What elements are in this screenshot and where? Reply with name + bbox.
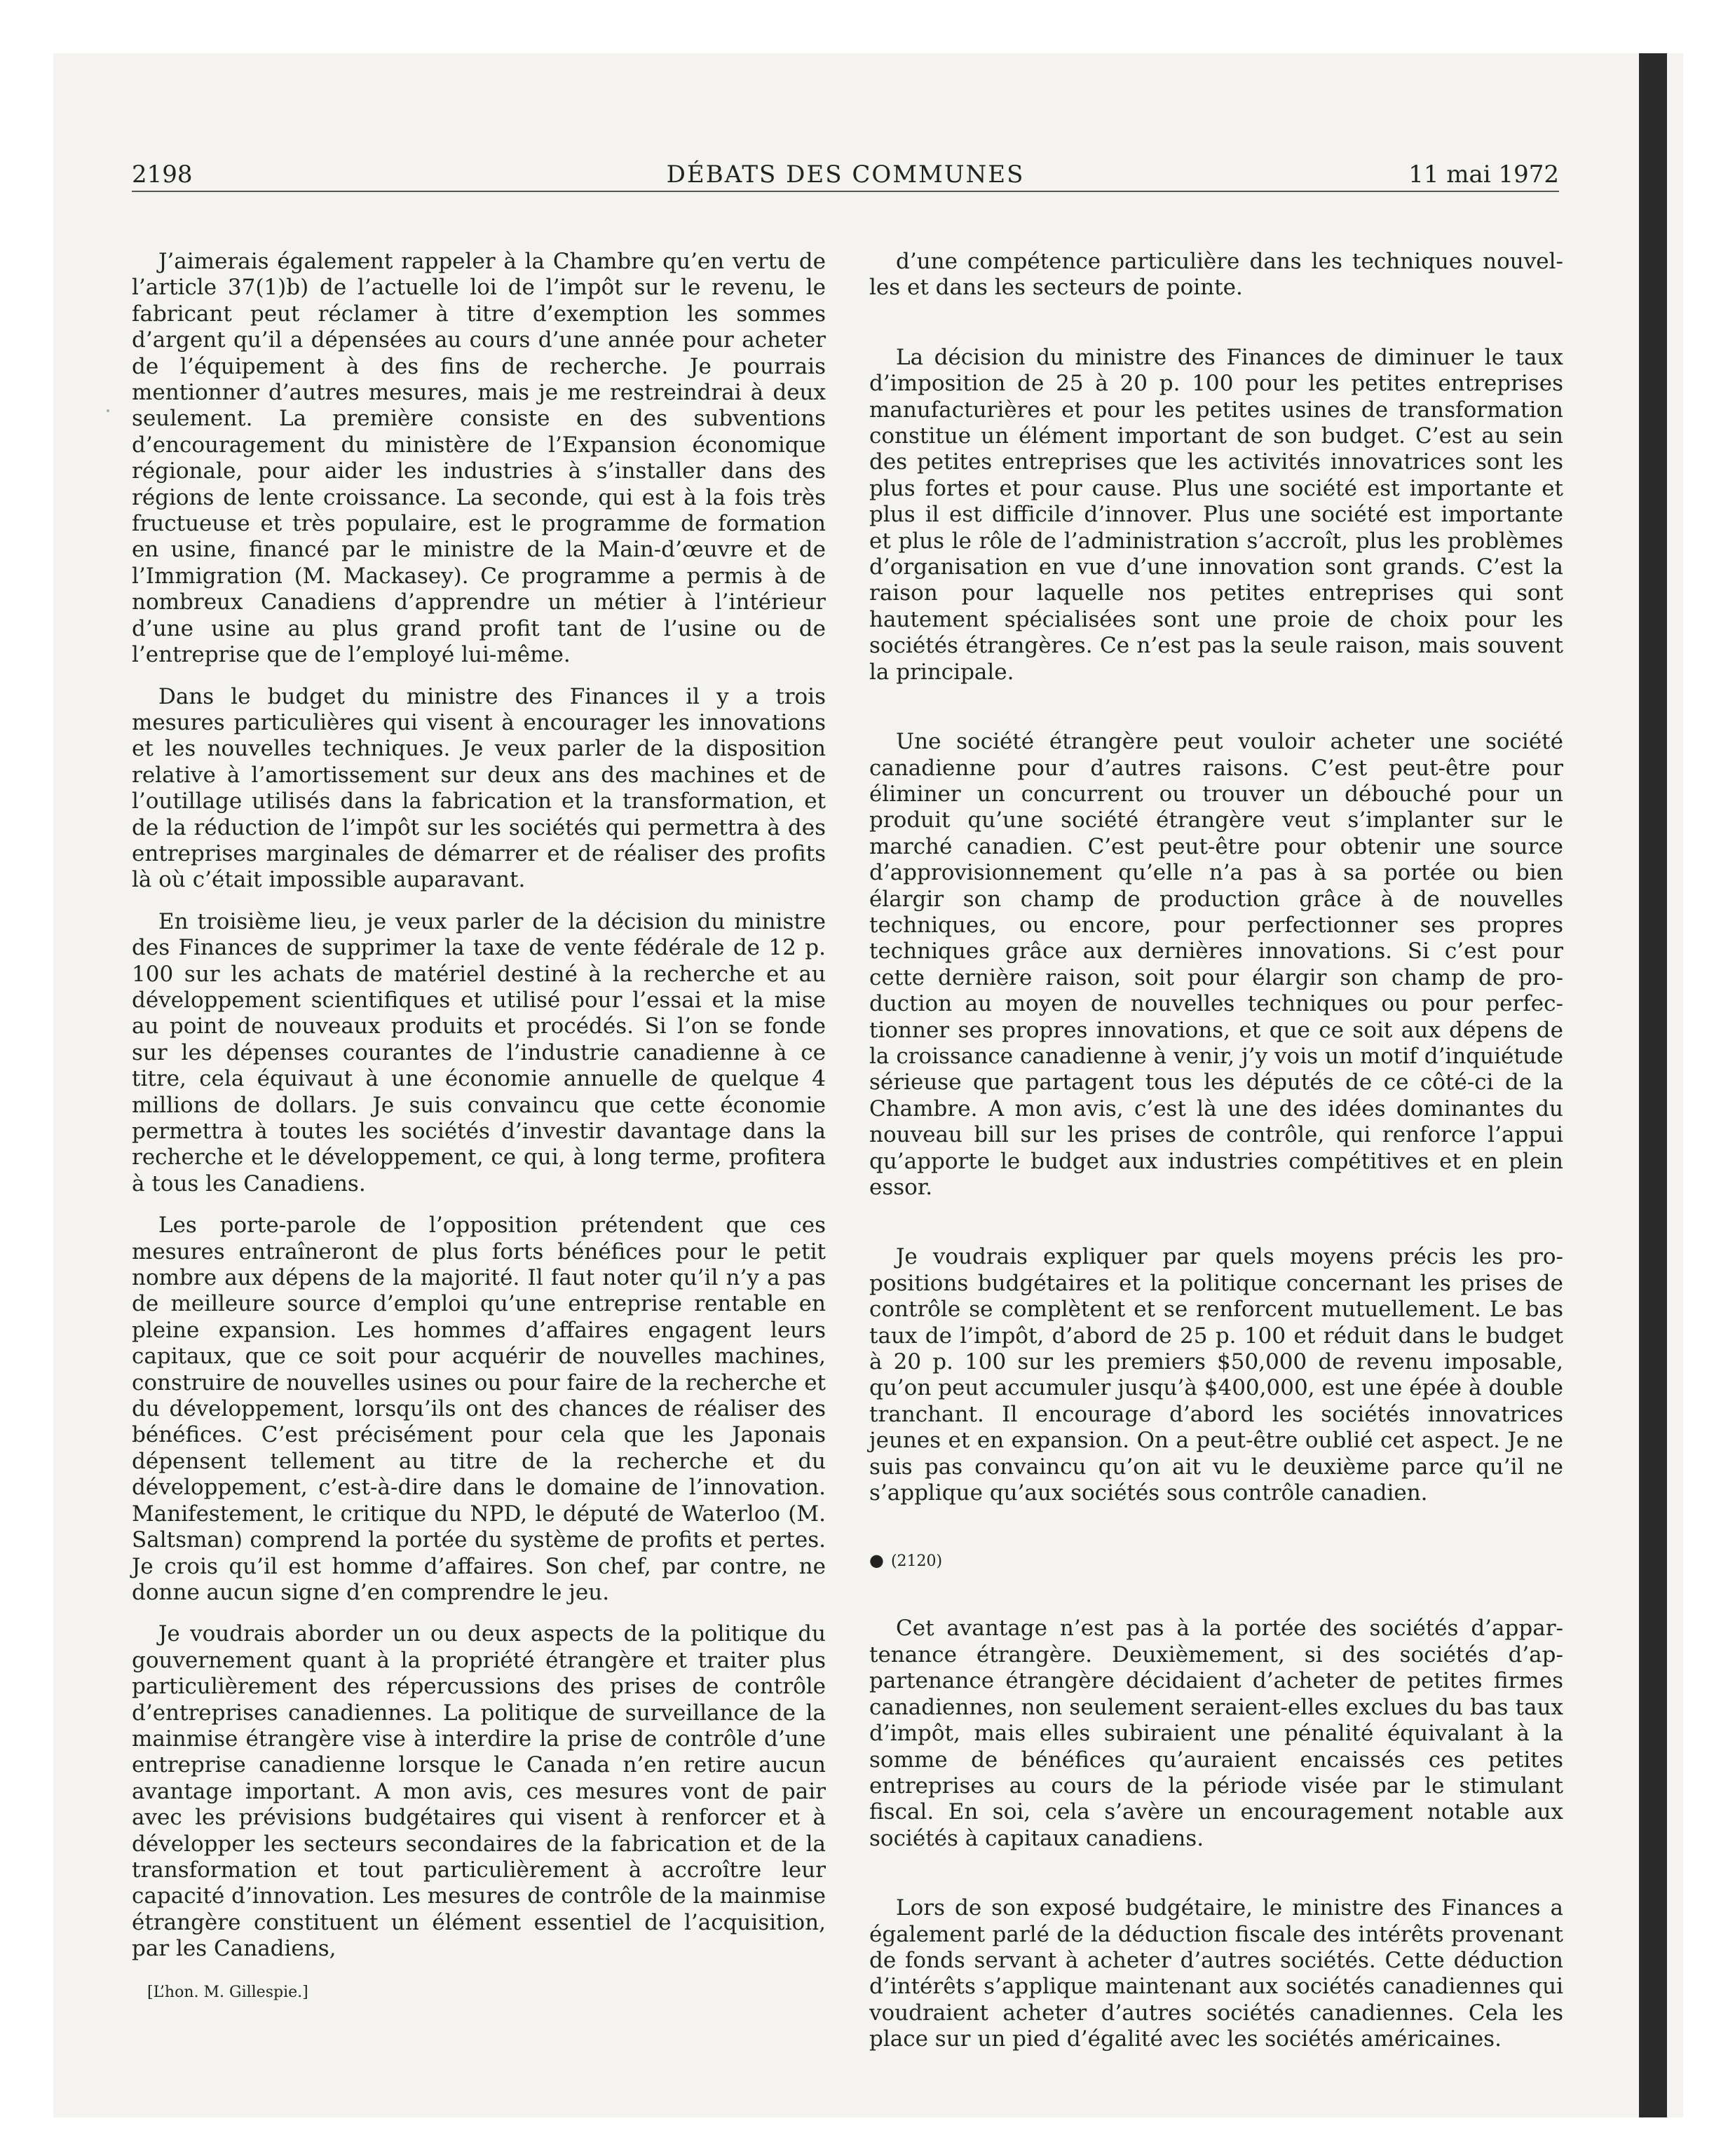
bullet-icon: ● (869, 1550, 884, 1571)
journal-title: DÉBATS DES COMMUNES (666, 161, 1025, 189)
paragraph: Une société étrangère peut vouloir acheter une société canadienne pour d’autres raisons. C’est peut-être pour éliminer un concurrent ou trouver un débouché pour un produit qu’une société étrangère veut s’implanter sur le marché canadien. C’est peut-être pour obtenir une source d’approvisionnement qu’elle n’a pas à sa portée ou bien élargir son champ de production grâce à de nouvelles techniques, ou encore, pour perfectionner ses propres techniques grâce aux dernières innovations. Si c’est pour cette dernière raison, soit pour élargir son champ de production au moyen de nouvelles techniques ou pour perfectionner ses propres innovations, et que ce soit aux dépens de la croissance canadienne à venir, j’y vois un motif d’inquiétude sérieuse que partagent tous les députés de ce côté-ci de la Chambre. A mon avis, c’est là une des idées dominantes du nouveau bill sur les prises de contrôle, qui renforce l’appui qu’apporte le budget aux industries compétitives et en plein essor. (869, 729, 1563, 1200)
paragraph: Cet avantage n’est pas à la portée des sociétés d’appartenance étrangère. Deuxièmement, si des sociétés d’appartenance étrangère décidaient d’acheter de petites firmes canadiennes, non seulement seraient-elles exclues du bas taux d’impôt, mais elles subiraient une pénalité équivalant à la somme de bénéfices qu’auraient encaissés ces petites entreprises au cours de la période visée par le stimulant fiscal. En soi, cela s’avère un encouragement notable aux sociétés à capitaux canadiens. (869, 1616, 1563, 1851)
page-date: 11 mai 1972 (1408, 161, 1559, 189)
speaker-attribution: [L’hon. M. Gillespie.] (147, 1983, 308, 2001)
time-marker-label: (2120) (890, 1553, 943, 1571)
paragraph: d’une compétence particulière dans les techniques nouvelles et dans les secteurs de pointe. (869, 249, 1563, 301)
paragraph: Dans le budget du ministre des Finances il y a trois mesures particulières qui visent à encourager les innovations et les nouvelles techniques. Je veux parler de la disposition relative à l’amortissement sur deux ans des machines et de l’outillage utilisés dans la fabrication et la transformation, et de la réduction de l’impôt sur les sociétés qui permettra à des entreprises marginales de démarrer et de réaliser des profits là où c’était impossible auparavant. (132, 683, 826, 893)
left-column (132, 249, 826, 2003)
paragraph: J’aimerais également rappeler à la Chambre qu’en vertu de l’article 37(1)b) de l’actuelle loi de l’impôt sur le revenu, le fabricant peut réclamer à titre d’exemption les sommes d’argent qu’il a dépensées au cours d’une année pour acheter de l’équipement à des fins de recherche. Je pourrais mentionner d’autres mesures, mais je me restreindrai à deux seulement. La première consiste en des subventions d’encouragement du ministère de l’Expansion économique régionale, pour aider les industries à s’installer dans des régions de lente croissance. La seconde, qui est à la fois très fructueuse et très populaire, est le programme de formation en usine, financé par le ministre de la Main-d’œuvre et de l’Immigration (M. Mackasey). Ce programme a permis à de nombreux Canadiens d’apprendre un métier à l’intérieur d’une usine au plus grand profit tant de l’usine ou de l’entreprise que de l’employé lui-même. (132, 249, 826, 668)
paragraph: La décision du ministre des Finances de diminuer le taux d’imposition de 25 à 20 p. 100 pour les petites entreprises manufacturières et pour les petites usines de transformation constitue un élément important de son budget. C’est au sein des petites entreprises que les activités innovatrices sont les plus fortes et pour cause. Plus une société est importante et plus il est difficile d’innover. Plus une société est importante et plus le rôle de l’administration s’accroît, plus les problèmes d’organisation en vue d’une innovation sont grands. C’est la raison pour laquelle nos petites entreprises qui sont hautement spécialisées sont une proie de choix pour les sociétés étrangères. Ce n’est pas la seule raison, mais souvent la principale. (869, 344, 1563, 685)
paragraph: Je voudrais expliquer par quels moyens précis les propositions budgétaires et la politique concernant les prises de contrôle se complètent et se renforcent mutuellement. Le bas taux de l’impôt, d’abord de 25 p. 100 et réduit dans le budget à 20 p. 100 sur les premiers $50,000 de revenu imposable, qu’on peut accumuler jusqu’à $400,000, est une épée à double tranchant. Il encourage d’abord les sociétés innovatrices jeunes et en expansion. On a peut-être oublié cet aspect. Je ne suis pas convaincu qu’on ait vu le deuxième parce qu’il ne s’applique qu’aux sociétés sous contrôle canadien. (869, 1244, 1563, 1506)
time-marker (869, 1550, 1563, 1572)
right-column (869, 249, 1563, 2053)
page-header (132, 158, 1559, 192)
paragraph: En troisième lieu, je veux parler de la décision du ministre des Finances de supprimer la taxe de vente fédérale de 12 p. 100 sur les achats de matériel destiné à la recherche et au développement scientifiques et utilisé pour l’essai et la mise au point de nouveaux produits et procédés. Si l’on se fonde sur les dépenses courantes de l’industrie canadienne à ce titre, cela équivaut à une économie annuelle de quelque 4 millions de dollars. Je suis convaincu que cette économie permettra à toutes les sociétés d’investir davantage dans la recherche et le développement, ce qui, à long terme, profitera à tous les Canadiens. (132, 908, 826, 1196)
paragraph: Lors de son exposé budgétaire, le ministre des Finances a également parlé de la déduction fiscale des intérêts provenant de fonds servant à acheter d’autres sociétés. Cette déduction d’intérêts s’applique maintenant aux sociétés canadiennes qui voudraient acheter d’autres sociétés canadiennes. Cela les place sur un pied d’égalité avec les sociétés américaines. (869, 1895, 1563, 2052)
paragraph: Je voudrais aborder un ou deux aspects de la politique du gouvernement quant à la propriété étrangère et traiter plus particulièrement des répercussions des prises de contrôle d’entreprises canadiennes. La politique de surveillance de la mainmise étrangère vise à interdire la prise de contrôle d’une entreprise canadienne lorsque le Canada n’en retire aucun avantage important. A mon avis, ces mesures vont de pair avec les prévisions budgétaires qui visent à renforcer et à développer les secteurs secondaires de la fabrication et de la transformation et tout particulièrement à accroître leur capacité d’innovation. Les mesures de contrôle de la mainmise étrangère constituent un élément essentiel de l’acquisition, par les Canadiens, (132, 1621, 826, 1962)
page-number: 2198 (132, 161, 193, 189)
scan-speck (107, 409, 109, 412)
scan-edge-shadow (1639, 53, 1667, 2117)
paragraph: Les porte-parole de l’opposition prétendent que ces mesures entraîneront de plus forts bénéfices pour le petit nombre aux dépens de la majorité. Il faut noter qu’il n’y a pas de meilleure source d’emploi qu’une entreprise rentable en pleine expansion. Les hommes d’affaires engagent leurs capitaux, que ce soit pour acquérir de nouvelles machines, construire de nouvelles usines ou pour faire de la recherche et du développement, lorsqu’ils ont des chances de réaliser des bénéfices. C’est précisément pour cela que les Japonais dépensent tellement au titre de la recherche et du développement, c’est-à-dire dans le domaine de l’innovation. Manifestement, le critique du NPD, le député de Waterloo (M. Saltsman) comprend la portée du système de profits et pertes. Je crois qu’il est homme d’affaires. Son chef, par contre, ne donne aucun signe d’en comprendre le jeu. (132, 1213, 826, 1605)
